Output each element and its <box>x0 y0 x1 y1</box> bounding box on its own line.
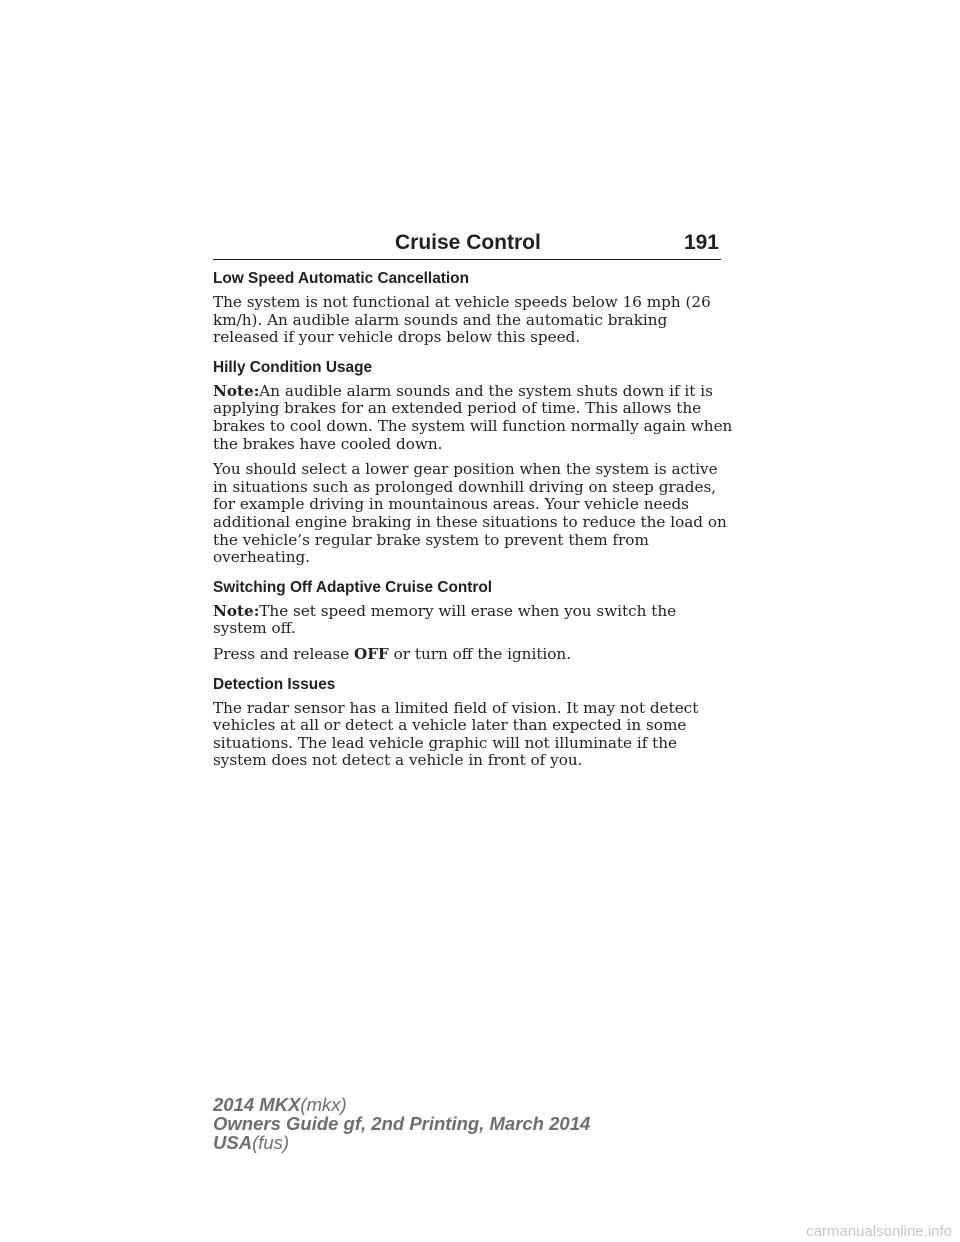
instruction-paragraph <box>213 646 733 664</box>
paragraph: You should select a lower gear position when the system is active in situations such as prolonged downhill driving on steep grades, for example driving in mountainous areas. Your vehicle needs additional engine braking in these situations to reduce the load on the vehicle’s regular brake system to prevent them from overheating. <box>213 460 727 567</box>
footer-edition-line: Owners Guide gf, 2nd Printing, March 2014 <box>213 1113 591 1134</box>
section-detection-issues <box>213 675 733 770</box>
note-text: The set speed memory will erase when you switch the system off. <box>213 601 677 638</box>
page-content <box>213 269 733 778</box>
note-label: Note: <box>213 381 260 400</box>
off-key-label: OFF <box>354 644 389 663</box>
footer-model-line <box>213 1095 590 1114</box>
section-hilly-condition <box>213 358 733 567</box>
page-footer <box>213 1095 590 1152</box>
site-watermark: carmanualsonline.info <box>806 1223 952 1240</box>
section-low-speed-cancellation <box>213 269 733 347</box>
chapter-title: Cruise Control <box>395 231 541 254</box>
section-heading: Low Speed Automatic Cancellation <box>213 270 469 287</box>
instruction-prefix: Press and release <box>213 644 350 663</box>
paragraph: The radar sensor has a limited field of vision. It may not detect vehicles at all or detect a vehicle later than expected in some situations. The lead vehicle graphic will not illuminate if the system does not detect a vehicle in front of you. <box>213 698 699 770</box>
note-paragraph <box>213 603 733 638</box>
page-number: 191 <box>683 231 719 254</box>
note-paragraph <box>213 383 733 453</box>
section-heading: Switching Off Adaptive Cruise Control <box>213 578 493 596</box>
footer-market-code: (fus) <box>252 1132 290 1153</box>
footer-model: 2014 MKX <box>213 1094 301 1115</box>
section-heading: Hilly Condition Usage <box>213 358 373 376</box>
paragraph: The system is not functional at vehicle speeds below 16 mph (26 km/h). An audible alarm sounds and the automatic braking released if your vehicle drops below this speed. <box>213 293 711 347</box>
footer-market-line <box>213 1133 590 1152</box>
instruction-suffix: or turn off the ignition. <box>393 644 572 663</box>
section-switching-off <box>213 578 733 664</box>
footer-market: USA <box>213 1132 253 1153</box>
footer-model-code: (mkx) <box>300 1094 347 1115</box>
section-heading: Detection Issues <box>213 675 336 693</box>
note-text: An audible alarm sounds and the system shuts down if it is applying brakes for an extended period of time. This allows the brakes to cool down. The system will function normally again when the brakes have cooled down. <box>213 381 733 453</box>
page-header <box>213 229 721 260</box>
note-label: Note: <box>213 601 260 620</box>
